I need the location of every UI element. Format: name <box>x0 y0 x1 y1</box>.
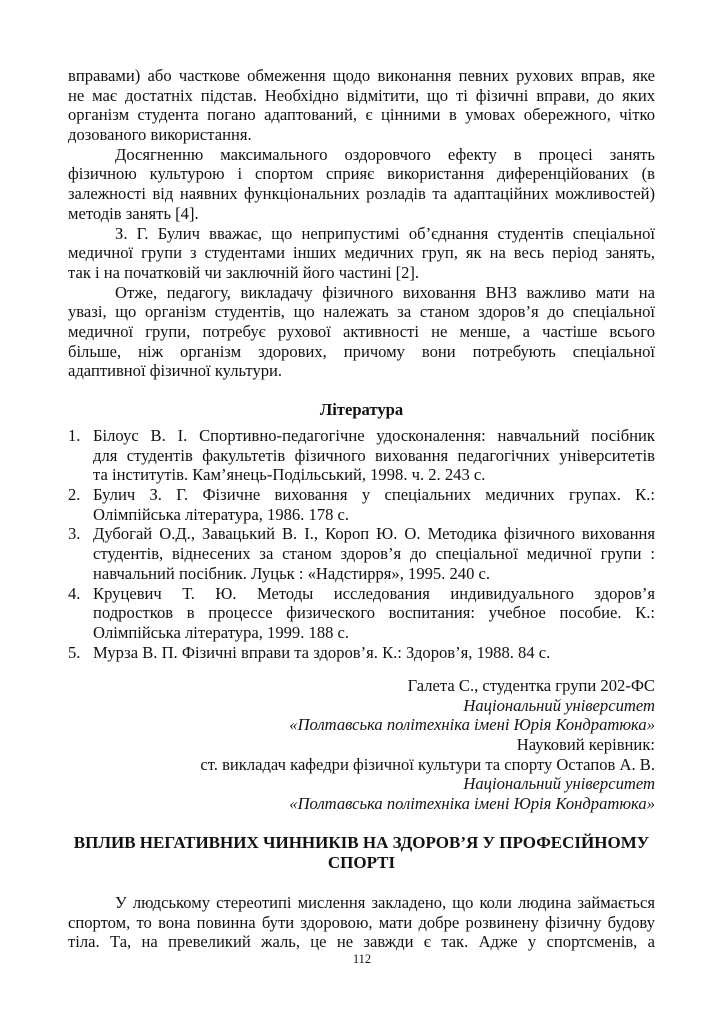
author-line: «Полтавська політехніка імені Юрія Кондратюка» <box>289 794 655 814</box>
text-line: Досягненню максимального оздоровчого ефекту в процесі занять <box>115 144 655 164</box>
reference-number: 2. <box>68 485 81 505</box>
reference-line: Круцевич Т. Ю. Методы исследования индивидуального здоров’я <box>93 583 655 603</box>
author-line: Національний університет <box>463 774 655 794</box>
reference-line: Білоус В. І. Спортивно-педагогічне удосконалення: навчальний посібник <box>93 426 655 445</box>
text-line: спортом, то вона повинна бути здоровою, мати добре розвинену фізичну будову <box>68 912 655 932</box>
reference-item <box>68 485 655 524</box>
text-line: адаптивної фізичної культури. <box>68 361 283 381</box>
text-line: З. Г. Булич вважає, що неприпустимі об’єднання студентів спеціальної <box>115 223 655 243</box>
reference-line: студентів, віднесених за станом здоров’я до спеціальної медичної групи : <box>93 544 655 564</box>
author-line: Науковий керівник: <box>516 735 655 755</box>
body-text-top <box>68 66 655 381</box>
reference-item <box>68 426 655 485</box>
text-line: вправами) або часткове обмеження щодо виконання певних рухових вправ, яке <box>68 66 655 85</box>
reference-line: подростков в процессе физического воспитания: учебное пособие. К.: <box>93 603 655 623</box>
author-line: «Полтавська політехніка імені Юрія Кондратюка» <box>289 715 655 735</box>
title-line: СПОРТІ <box>327 852 396 872</box>
text-line: медичної групи з студентами інших медичних груп, як на весь період занять, <box>68 243 655 263</box>
article-title <box>68 833 655 872</box>
text-line: тіла. Та, на превеликий жаль, це не завжди є так. Адже у спортсменів, а <box>68 932 655 952</box>
text-line: залежності від наявних функціональних розладів та адаптаційних можливостей) <box>68 184 655 204</box>
author-line: Галета С., студентка групи 202-ФС <box>407 676 655 695</box>
reference-line: Олімпійська література, 1986. 178 с. <box>93 504 350 524</box>
reference-number: 1. <box>68 426 81 445</box>
text-line: методів занять [4]. <box>68 203 199 223</box>
reference-line: для студентів факультетів фізичного виховання педагогічних університетів <box>93 445 655 465</box>
text-line: дозованого використання. <box>68 125 252 145</box>
reference-item <box>68 524 655 583</box>
references-list <box>68 426 655 662</box>
text-line: У людському стереотипі мислення закладено, що коли людина займається <box>115 893 655 912</box>
text-line: фізичною культурою і спортом сприяє використання диференційованих (в <box>68 164 655 184</box>
text-line: Отже, педагогу, викладачу фізичного виховання ВНЗ важливо мати на <box>115 282 655 302</box>
reference-item <box>68 584 655 643</box>
reference-number: 4. <box>68 583 81 603</box>
reference-number: 3. <box>68 524 81 544</box>
text-line: більше, ніж організм здорових, причому вони потребують спеціальної <box>68 341 655 361</box>
reference-line: та інститутів. Кам’янець-Подільський, 1998. ч. 2. 243 с. <box>93 465 486 485</box>
title-line: ВПЛИВ НЕГАТИВНИХ ЧИННИКІВ НА ЗДОРОВ’Я У ПРОФЕСІЙНОМУ <box>73 833 650 852</box>
author-line: ст. викладач кафедри фізичної культури та спорту Остапов А. В. <box>200 754 655 774</box>
page-number: 112 <box>352 952 372 966</box>
article-body <box>68 893 655 952</box>
reference-line: Дубогай О.Д., Завацький В. І., Короп Ю. О. Методика фізичного виховання <box>93 524 655 544</box>
text-line: не має достатніх підстав. Необхідно відмітити, що ті фізичні вправи, до яких <box>68 85 655 105</box>
text-line: увазі, що організм студентів, що належать за станом здоров’я до спеціальної <box>68 302 655 322</box>
reference-line: навчальний посібник. Луцьк : «Надстирря», 1995. 240 с. <box>93 563 491 583</box>
reference-line: Мурза В. П. Фізичні вправи та здоров’я. К.: Здоров’я, 1988. 84 с. <box>93 642 551 662</box>
reference-line: Булич З. Г. Фізичне виховання у спеціальних медичних групах. К.: <box>93 485 655 505</box>
reference-item <box>68 643 655 663</box>
references-heading: Література <box>319 400 404 419</box>
author-block <box>68 676 655 814</box>
text-line: медичної групи, потребує рухової активності не менше, а частіше всього <box>68 321 655 341</box>
text-line: так і на початковій чи заключній його частині [2]. <box>68 262 420 282</box>
author-line: Національний університет <box>463 695 655 715</box>
reference-number: 5. <box>68 642 81 662</box>
reference-line: Олімпійська література, 1999. 188 с. <box>93 622 350 642</box>
text-line: організм студента погано адаптований, є цінними в умовах обережного, чітко <box>68 105 655 125</box>
